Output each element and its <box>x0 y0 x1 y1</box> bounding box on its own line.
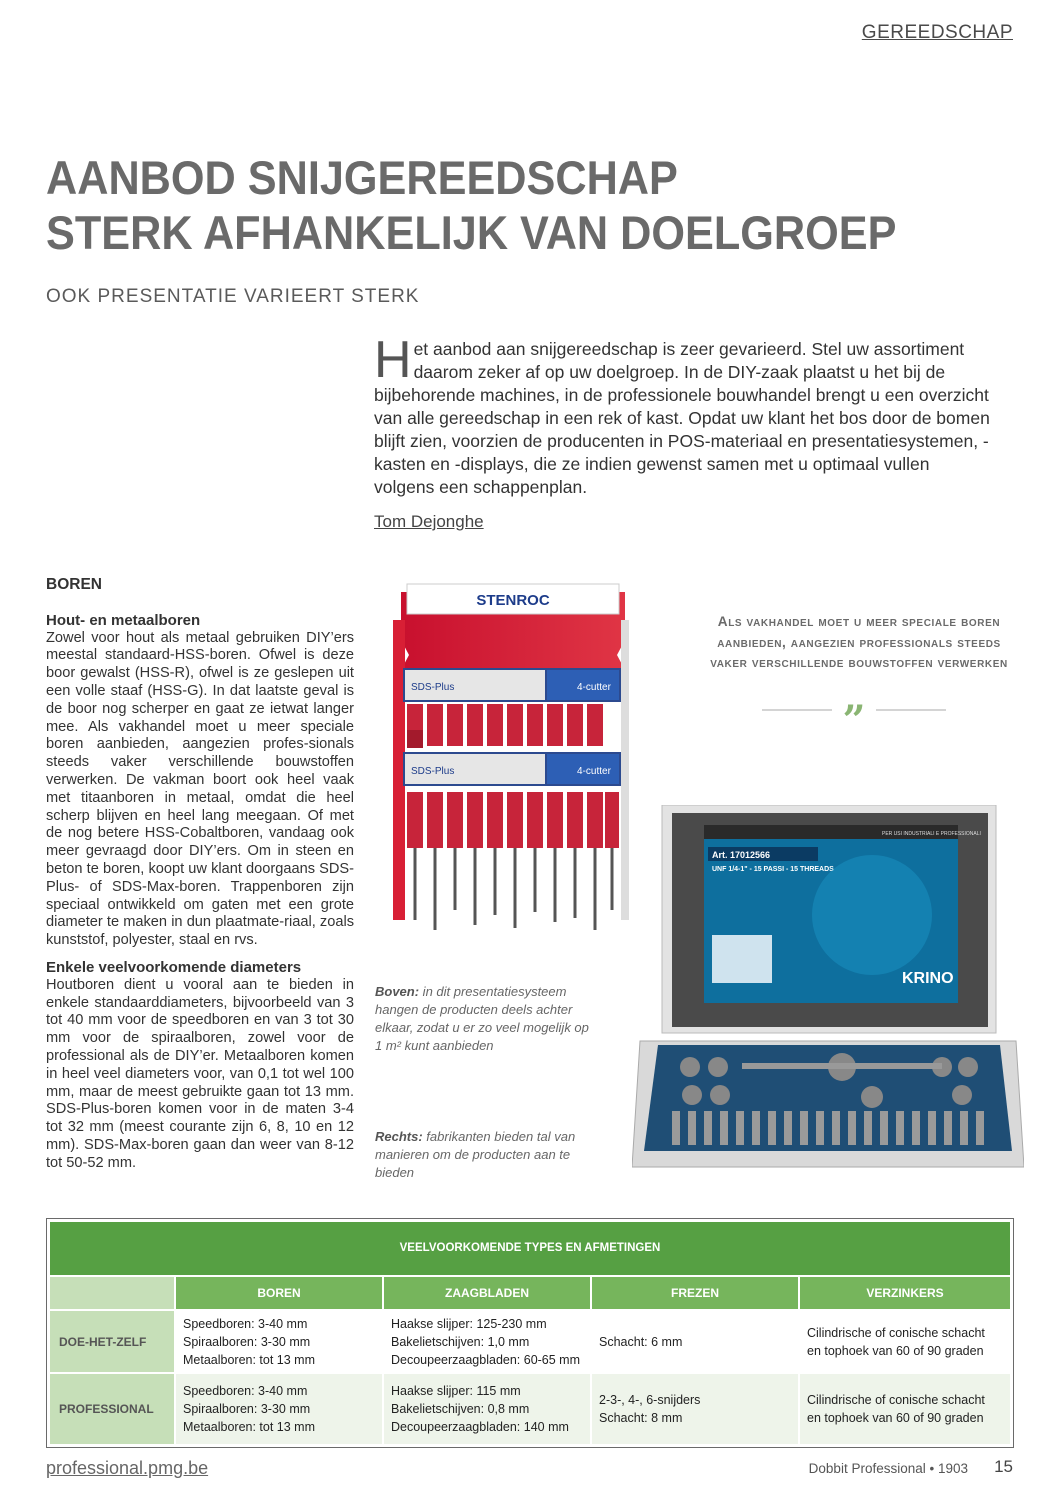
case-spec-text: UNF 1/4-1" - 15 PASSI - 15 THREADS <box>712 866 834 873</box>
caption-right <box>375 1128 595 1182</box>
table-cell <box>176 1374 382 1444</box>
subheading-hout-metaalboren: Hout- en metaalboren <box>46 611 201 629</box>
intro-text: et aanbod aan snijgereedschap is zeer gevarieerd. Stel uw assortiment daarom zeker af op uw doelgroep. In de DIY-zaak plaatst u het bij de bijbehorende machines, in de professionele bouwhandel brengt u een overzicht van alle gereedschap in een rek of kast. Opdat uw klant het bos door de bomen blijft zien, voorzien de producenten in POS-materiaal en presentatiesystemen, -kasten en -displays, die ze indien gewenst samen met u optimaal vullen volgens een schappenplan. <box>374 339 990 497</box>
svg-text:4-cutter: 4-cutter <box>577 766 611 777</box>
caption-right-label: Rechts: <box>375 1129 423 1144</box>
table-header-boren: BOREN <box>176 1277 382 1309</box>
table-corner <box>50 1277 174 1309</box>
pull-quote: Als vakhandel moet u meer speciale boren aanbieden, aangezien professionals steeds vaker verschillende bouwstoffen verwerken <box>710 614 1008 670</box>
case-banner-text: PER USI INDUSTRIALI E PROFESSIONALI <box>882 831 981 837</box>
table-cell <box>592 1311 798 1372</box>
caption-top-label: Boven: <box>375 984 420 999</box>
table-row-label-professional: PROFESSIONAL <box>50 1374 174 1444</box>
table-cell-text: Speedboren: 3-40 mm Spiraalboren: 3-30 mm Metaalboren: tot 13 mm <box>183 1316 316 1367</box>
caption-top <box>375 983 595 1055</box>
case-brand-text: KRINO <box>902 970 954 987</box>
tap-die-case-photo <box>632 805 1024 1175</box>
headline <box>46 150 929 260</box>
intro-paragraph <box>374 331 994 499</box>
quote-mark-icon <box>762 700 946 734</box>
display-brand-text: STENROC <box>476 592 550 609</box>
quote-mark-glyph: ” <box>842 700 866 734</box>
table-title: VEELVOORKOMENDE TYPES EN AFMETINGEN <box>50 1222 1010 1275</box>
drop-cap: H <box>374 331 412 389</box>
table-header-frezen: FREZEN <box>592 1277 798 1309</box>
caption-top-text: in dit presentatiesysteem hangen de producten deels achter elkaar, zodat u er zo veel mogelijk op 1 m² kunt aanbieden <box>375 984 589 1053</box>
case-art-text: Art. 17012566 <box>712 850 771 860</box>
display-label-2: 4-cutter <box>577 682 611 693</box>
display-label-1: SDS-Plus <box>411 682 455 693</box>
table-cell-text: Haakse slijper: 115 mm Bakelietschijven: 0,8 mm Decoupeerzaagbladen: 140 mm <box>391 1384 569 1434</box>
table-cell-text: Cilindrische of conische schacht en tophoek van 60 of 90 graden <box>807 1393 985 1425</box>
section-tag: GEREEDSCHAP <box>861 22 1013 43</box>
table-cell-text: Speedboren: 3-40 mm Spiraalboren: 3-30 mm Metaalboren: tot 13 mm <box>183 1384 316 1434</box>
subheadline: OOK PRESENTATIE VARIEERT STERK <box>46 286 420 307</box>
drill-display-photo <box>381 580 643 950</box>
footer-publication: Dobbit Professional • 1903 <box>808 1461 968 1476</box>
caption-right-text: fabrikanten bieden tal van manieren om de producten aan te bieden <box>375 1129 576 1180</box>
table-cell <box>384 1374 590 1444</box>
headline-line-2: STERK AFHANKELIJK VAN DOELGROEP <box>46 206 897 259</box>
subheading-diameters: Enkele veelvoorkomende diameters <box>46 958 302 976</box>
table-cell-text: Haakse slijper: 125-230 mm Bakelietschijven: 1,0 mm Decoupeerzaagbladen: 60-65 mm <box>391 1316 581 1367</box>
table-cell-text: 2-3-, 4-, 6-snijders Schacht: 8 mm <box>599 1393 701 1425</box>
body-paragraph-1: Zowel voor hout als metaal gebruiken DIY’ers meestal standaard-HSS-boren. Ofwel is deze boor gewalst (HSS-R), ofwel is ze geslepen uit een volle staaf (HSS-G). In dat laatste geval is de boor nog scherper en gaat ze ietwat langer mee. Als vakhandel moet u meer speciale boren aanbieden, aangezien profes-sionals steeds vaker verschillende bouwstoffen verwerken. De vakman boort ook heel vaak met titaanboren in metaal, omdat die heel scherp blijven en heel lang meegaan. Of met de nog betere HSS-Cobaltboren, vandaag ook meer gevraagd door DIY’ers. Om in steen en beton te boren, koopt uw klant doorgaans SDS-Plus- of SDS-Max-boren. Trappenboren zijn speciaal ontwikkeld om gaten met een grote diameter te maken in dun plaatmate-riaal, zoals kunststof, polyester, staal en rvs. <box>46 629 354 949</box>
body-paragraph-2: Houtboren dient u vooral aan te bieden in enkele standaarddiameters, bijvoorbeeld van 3 tot 40 mm voor de speedboren en van 3 tot 30 mm voor de spiraalboren, zowel voor de professional als de DIY’er. Metaalboren komen in heel veel diameters voor, van 0,1 tot wel 100 mm, maar de meest gebruikte gaan tot 13 mm. SDS-Plus-boren komen voor in de maten 3-4 tot 32 mm (meest courante zijn 6, 8, 10 en 12 mm). SDS-Max-boren gaan dan weer van 8-12 tot 50-52 mm. <box>46 976 354 1171</box>
table-cell <box>384 1311 590 1372</box>
types-table <box>46 1218 1014 1448</box>
author-byline[interactable]: Tom Dejonghe <box>374 512 484 531</box>
table-cell <box>800 1311 1010 1372</box>
page-number: 15 <box>994 1457 1013 1476</box>
headline-line-1: AANBOD SNIJGEREEDSCHAP <box>46 151 678 204</box>
table-cell <box>176 1311 382 1372</box>
table-cell <box>800 1374 1010 1444</box>
section-heading-boren: BOREN <box>46 576 102 593</box>
table-header-verzinkers: VERZINKERS <box>800 1277 1010 1309</box>
body-column <box>46 576 354 1182</box>
table-cell-text: Cilindrische of conische schacht en tophoek van 60 of 90 graden <box>807 1325 985 1358</box>
table-row-label-doe-het-zelf: DOE-HET-ZELF <box>50 1311 174 1372</box>
table-cell <box>592 1374 798 1444</box>
table-header-zaagbladen: ZAAGBLADEN <box>384 1277 590 1309</box>
table-cell-text: Schacht: 6 mm <box>599 1334 683 1349</box>
svg-text:SDS-Plus: SDS-Plus <box>411 766 455 777</box>
footer-website-link[interactable]: professional.pmg.be <box>46 1458 209 1478</box>
